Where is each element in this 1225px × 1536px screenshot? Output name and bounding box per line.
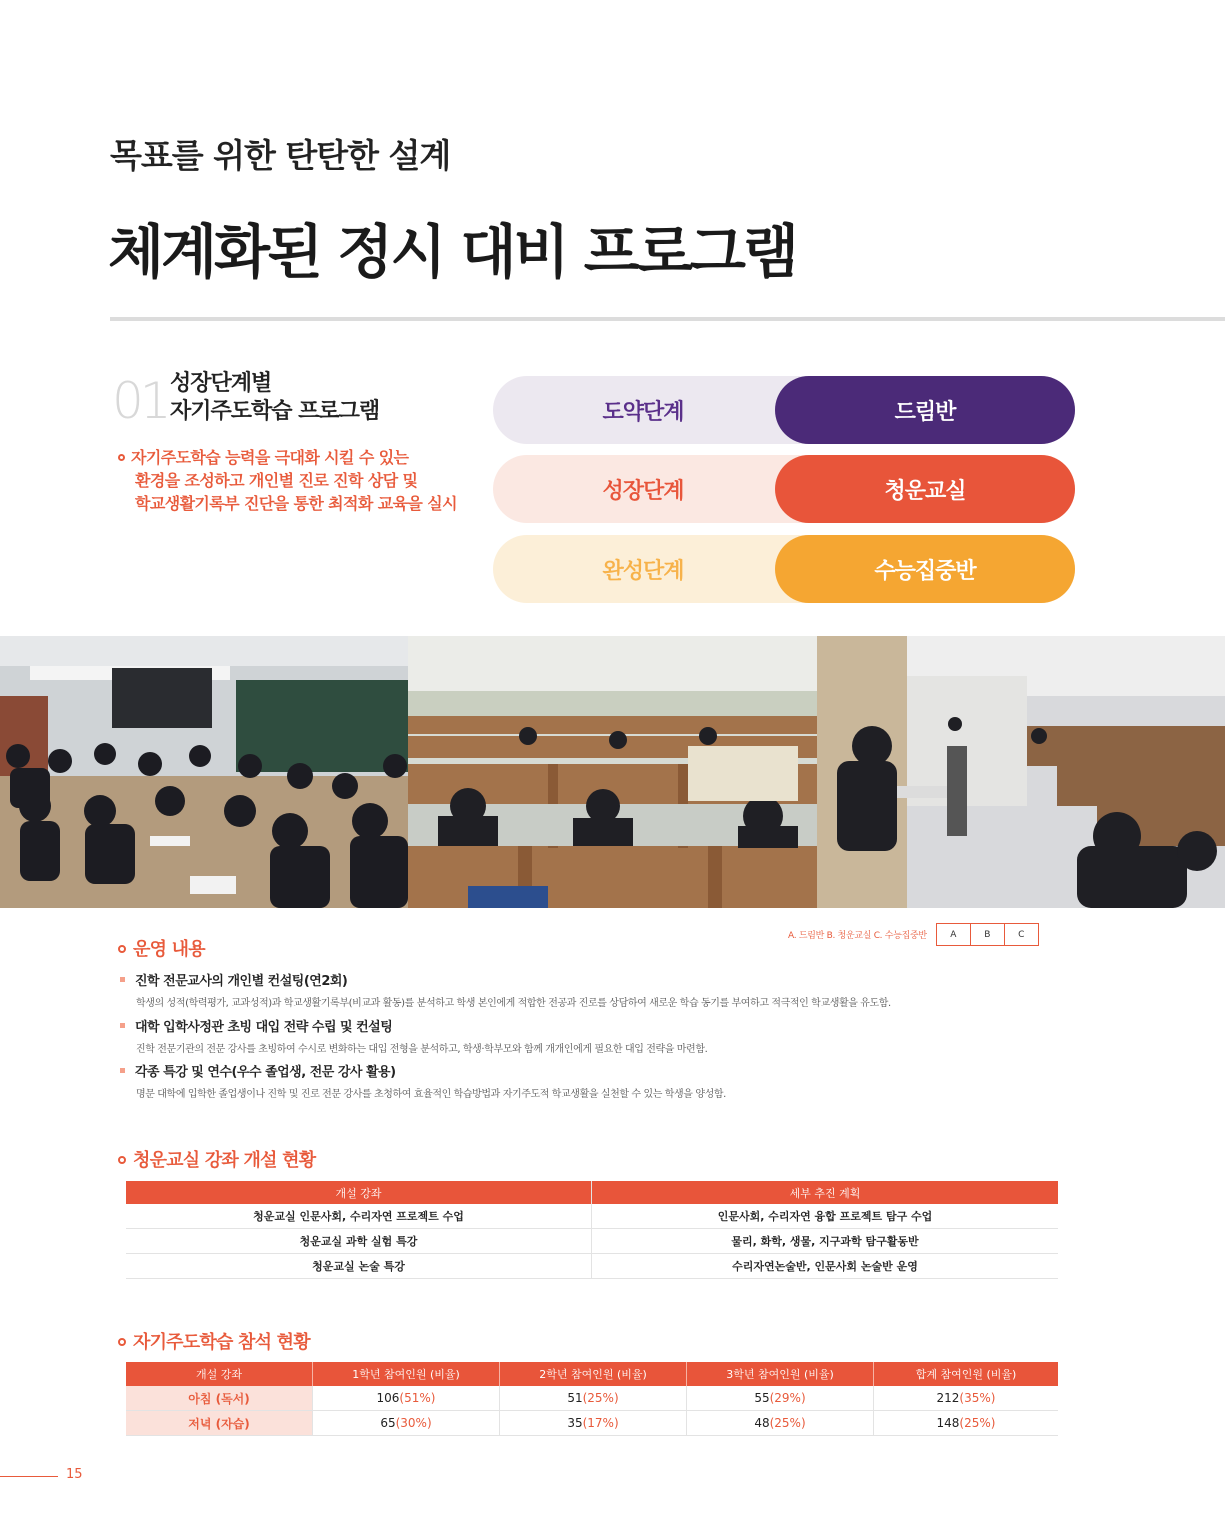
table-cell (500, 1386, 687, 1411)
count-value: 212 (936, 1391, 960, 1405)
operation-item (120, 970, 891, 1009)
bullet-square-icon (120, 977, 125, 982)
column-header: 2학년 참여인원 (비율) (500, 1362, 687, 1386)
stage-label: 도약단계 (602, 399, 684, 425)
table-cell (500, 1411, 687, 1436)
title-divider (110, 317, 1225, 321)
count-value: 35 (567, 1416, 583, 1430)
attendance-heading-text: 자기주도학습 참석 현황 (133, 1332, 310, 1353)
table-cell: 청운교실 논술 특강 (126, 1254, 592, 1279)
table-cell: 청운교실 과학 실험 특강 (126, 1229, 592, 1254)
photo-self-study (817, 636, 1225, 908)
operation-item-title: 각종 특강 및 연수(우수 졸업생, 전문 강사 활용) (135, 1065, 396, 1080)
table-cell: 청운교실 인문사회, 수리자연 프로젝트 수업 (126, 1204, 592, 1229)
operation-heading (118, 935, 205, 961)
operation-heading-text: 운영 내용 (133, 939, 205, 960)
section-desc-line1: 자기주도학습 능력을 극대화 시킬 수 있는 (131, 448, 409, 467)
operation-item-desc: 명문 대학에 입학한 졸업생이나 진학 및 진로 전문 강사를 초청하여 효율적인 학습방법과 자기주도적 학교생활을 실천할 수 있는 학생을 양성함. (136, 1089, 726, 1100)
section-number: 01 (112, 372, 168, 430)
section-title-line2: 자기주도학습 프로그램 (170, 399, 380, 424)
lectures-heading (118, 1146, 315, 1172)
percent-value: (25%) (582, 1391, 619, 1405)
operation-item-desc: 진학 전문기관의 전문 강사를 초빙하여 수시로 변화하는 대입 전형을 분석하고, 학생·학부모와 함께 개개인에게 필요한 대입 전략을 마련함. (136, 1044, 708, 1055)
stage-label: 완성단계 (602, 558, 684, 584)
photo-strip (0, 636, 1225, 908)
count-value: 106 (376, 1391, 400, 1405)
stage-program: 수능집중반 (775, 535, 1075, 603)
photo-study-hall (408, 636, 817, 908)
column-header: 합계 참여인원 (비율) (874, 1362, 1059, 1386)
bullet-square-icon (120, 1068, 125, 1073)
bullet-circle-icon (118, 945, 126, 953)
attendance-table (126, 1362, 1058, 1436)
page-title: 체계화된 정시 대비 프로그램 (108, 218, 796, 286)
table-cell (687, 1386, 874, 1411)
count-value: 48 (754, 1416, 770, 1430)
percent-value: (17%) (582, 1416, 619, 1430)
operation-item-title: 진학 전문교사의 개인별 컨설팅(연2회) (135, 974, 348, 989)
table-cell (687, 1411, 874, 1436)
stage-row-suneung (493, 535, 1075, 603)
section-desc-line2: 환경을 조성하고 개인별 진로 진학 상담 및 (135, 471, 418, 490)
program-legend (788, 923, 1039, 946)
count-value: 148 (936, 1416, 960, 1430)
percent-value: (35%) (959, 1391, 996, 1405)
page-subtitle: 목표를 위한 탄탄한 설계 (110, 136, 451, 175)
column-header: 개설 강좌 (126, 1181, 592, 1204)
section-desc-line3: 학교생활기록부 진단을 통한 최적화 교육을 실시 (135, 494, 457, 513)
column-header: 세부 추진 계획 (592, 1181, 1059, 1204)
stage-program: 드림반 (775, 376, 1075, 444)
table-row (126, 1204, 1058, 1229)
operation-item (120, 1061, 726, 1100)
legend-text: A. 드림반 B. 청운교실 C. 수능집중반 (788, 931, 927, 941)
operation-item-desc: 학생의 성적(학력평가, 교과성적)과 학교생활기록부(비교과 활동)를 분석하고 학생 본인에게 적합한 전공과 진로를 상담하여 새로운 학습 동기를 부여하고 적극적인 학교생활을 유도함. (136, 998, 891, 1009)
stage-row-dream (493, 376, 1075, 444)
column-header: 3학년 참여인원 (비율) (687, 1362, 874, 1386)
legend-box-b: B (970, 923, 1005, 946)
count-value: 65 (380, 1416, 396, 1430)
stage-program: 청운교실 (775, 455, 1075, 523)
table-cell: 인문사회, 수리자연 융합 프로젝트 탐구 수업 (592, 1204, 1059, 1229)
column-header: 1학년 참여인원 (비율) (313, 1362, 500, 1386)
table-cell: 물리, 화학, 생물, 지구과학 탐구활동반 (592, 1229, 1059, 1254)
percent-value: (29%) (769, 1391, 806, 1405)
stage-label: 성장단계 (602, 478, 684, 504)
table-cell (313, 1411, 500, 1436)
page-number-line (0, 1476, 58, 1477)
percent-value: (51%) (399, 1391, 436, 1405)
photo-classroom-a (0, 636, 408, 908)
attendance-heading (118, 1328, 310, 1354)
operation-item-title: 대학 입학사정관 초빙 대입 전략 수립 및 컨설팅 (135, 1020, 393, 1035)
table-cell: 수리자연논술반, 인문사회 논술반 운영 (592, 1254, 1059, 1279)
bullet-circle-icon (118, 454, 125, 461)
table-row (126, 1411, 1058, 1436)
count-value: 51 (567, 1391, 583, 1405)
table-header-row (126, 1181, 1058, 1204)
percent-value: (30%) (395, 1416, 432, 1430)
legend-box-a: A (936, 923, 971, 946)
bullet-square-icon (120, 1023, 125, 1028)
operation-item (120, 1016, 707, 1055)
legend-box-c: C (1004, 923, 1039, 946)
row-header: 저녁 (자습) (126, 1411, 313, 1436)
section-title-line1: 성장단계별 (170, 371, 272, 396)
bullet-circle-icon (118, 1338, 126, 1346)
percent-value: (25%) (959, 1416, 996, 1430)
table-cell (313, 1386, 500, 1411)
table-row (126, 1229, 1058, 1254)
table-row (126, 1386, 1058, 1411)
percent-value: (25%) (769, 1416, 806, 1430)
lectures-table (126, 1181, 1058, 1279)
column-header: 개설 강좌 (126, 1362, 313, 1386)
stage-row-cheongun (493, 455, 1075, 523)
table-header-row (126, 1362, 1058, 1386)
lectures-heading-text: 청운교실 강좌 개설 현황 (133, 1150, 316, 1171)
section-title (170, 370, 379, 426)
table-cell (874, 1411, 1059, 1436)
table-cell (874, 1386, 1059, 1411)
table-row (126, 1254, 1058, 1279)
section-description (118, 446, 457, 515)
row-header: 아침 (독서) (126, 1386, 313, 1411)
page-number: 15 (66, 1467, 83, 1482)
count-value: 55 (754, 1391, 770, 1405)
bullet-circle-icon (118, 1156, 126, 1164)
